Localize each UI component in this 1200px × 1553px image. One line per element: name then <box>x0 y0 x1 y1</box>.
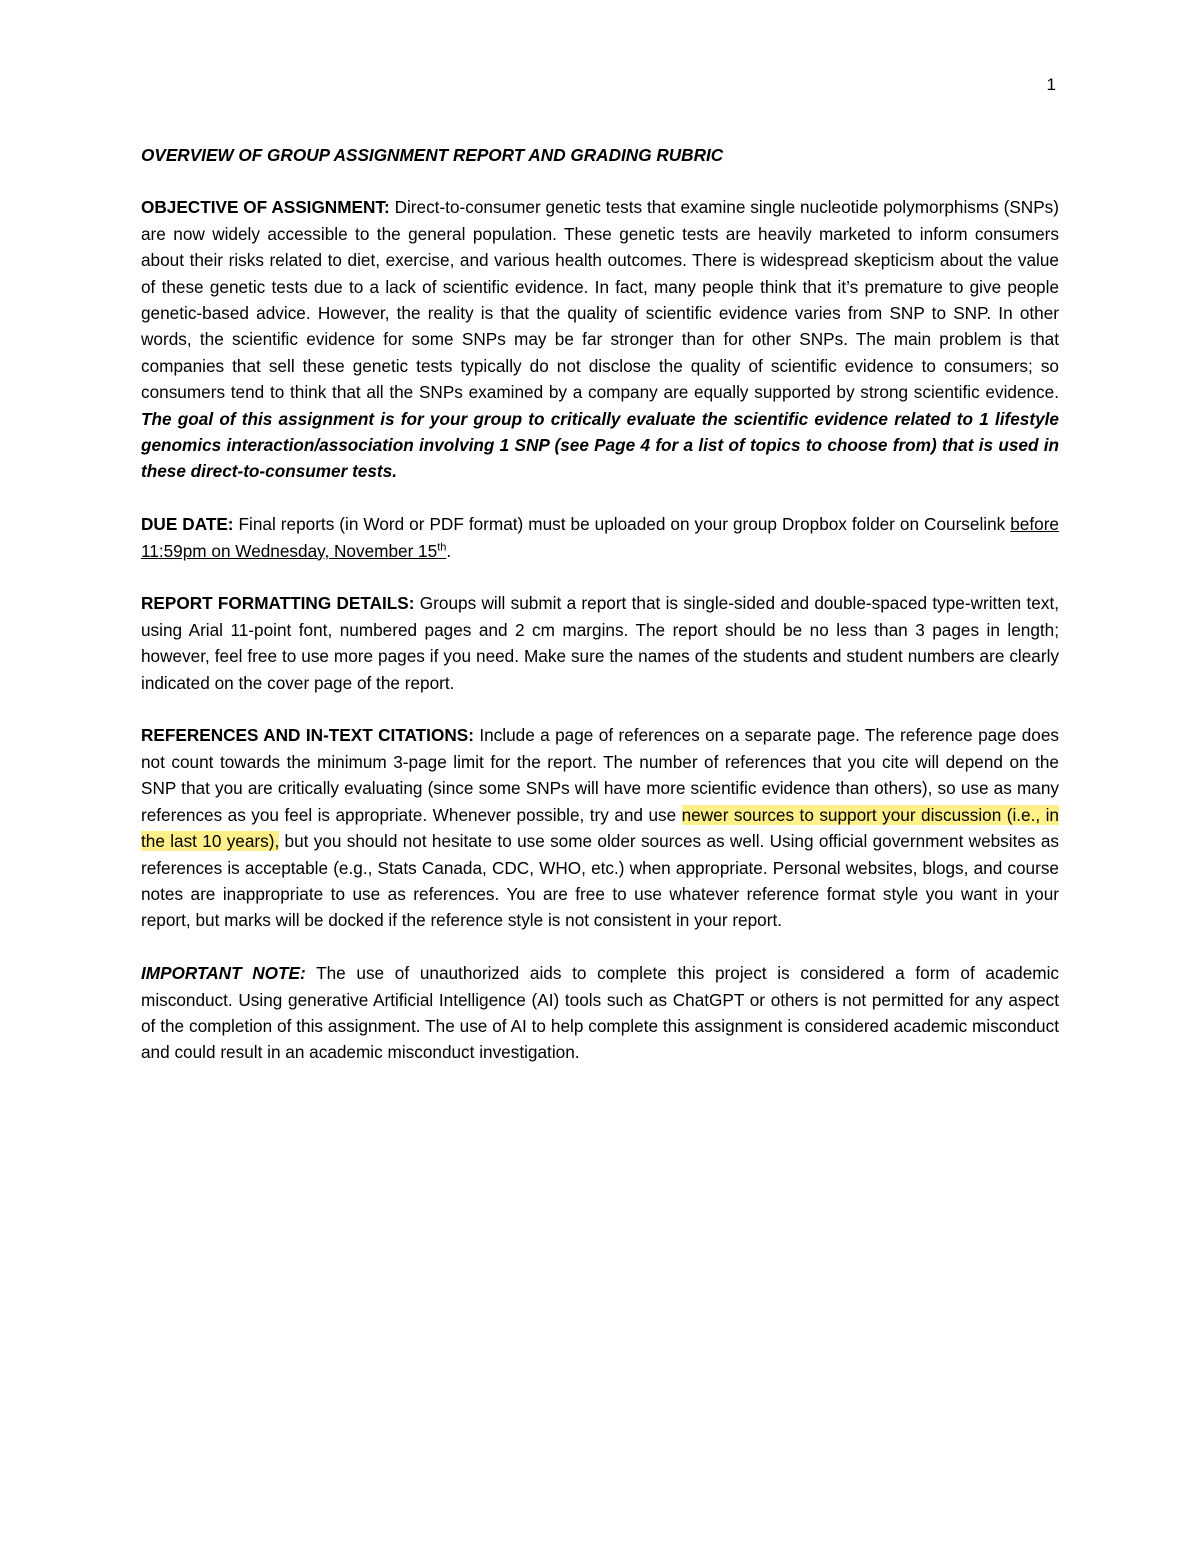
page-number: 1 <box>1046 75 1056 94</box>
due-date-paragraph <box>141 511 1059 564</box>
due-date-superscript: th <box>437 540 447 553</box>
document-content <box>141 142 1059 1092</box>
due-date-deadline-text: before 11:59pm on Wednesday, November 15 <box>141 514 1059 561</box>
references-highlight: newer sources to support your discussion (i.e., in the last 10 years), <box>141 804 1059 852</box>
references-text-before: Include a page of references on a separate page. The reference page does not count towards the minimum 3-page limit for the report. The number of references that you cite will depend on the SNP that you are critically evaluating (since some SNPs will have more scientific evidence than others), so use as many references as you feel is appropriate. Whenever possible, try and use <box>141 725 1059 825</box>
formatting-label: REPORT FORMATTING DETAILS: <box>141 593 415 614</box>
references-text-after: but you should not hesitate to use some older sources as well. Using official government websites as references is acceptable (e.g., Stats Canada, CDC, WHO, etc.) when appropriate. Personal websites, blogs, and course notes are inappropriate to use as references. You are free to use whatever reference format style you want in your report, but marks will be docked if the reference style is not consistent in your report. <box>141 831 1059 931</box>
formatting-paragraph <box>141 590 1059 696</box>
objective-paragraph <box>141 194 1059 484</box>
important-note-text: The use of unauthorized aids to complete this project is considered a form of academic misconduct. Using generative Artificial Intelligence (AI) tools such as ChatGPT or others is not permitted for any aspect of the completion of this assignment. The use of AI to help complete this assignment is considered academic misconduct and could result in an academic misconduct investigation. <box>141 963 1059 1063</box>
due-date-label: DUE DATE: <box>141 514 234 535</box>
due-date-text: Final reports (in Word or PDF format) must be uploaded on your group Dropbox folder on Courselink <box>233 514 1011 535</box>
references-label: REFERENCES AND IN-TEXT CITATIONS: <box>141 725 474 746</box>
formatting-text: Groups will submit a report that is single-sided and double-spaced type-written text, using Arial 11-point font, numbered pages and 2 cm margins. The report should be no less than 3 pages in length; however, feel free to use more pages if you need. Make sure the names of the students and student numbers are clearly indicated on the cover page of the report. <box>141 593 1059 693</box>
important-note-label: IMPORTANT NOTE: <box>141 963 306 984</box>
references-paragraph <box>141 722 1059 933</box>
document-title: OVERVIEW OF GROUP ASSIGNMENT REPORT AND GRADING RUBRIC <box>141 145 724 165</box>
objective-label: OBJECTIVE OF ASSIGNMENT: <box>141 197 390 218</box>
due-date-end: . <box>446 540 452 561</box>
objective-goal: The goal of this assignment is for your group to critically evaluate the scientific evidence related to 1 lifestyle genomics interaction/association involving 1 SNP (see Page 4 for a list of topics to choose from) that is used in these direct-to-consumer tests. <box>141 408 1059 482</box>
important-note-paragraph <box>141 960 1059 1066</box>
objective-text: Direct-to-consumer genetic tests that examine single nucleotide polymorphisms (SNPs) are now widely accessible to the general population. These genetic tests are heavily marketed to inform consumers about their risks related to diet, exercise, and various health outcomes. There is widespread skepticism about the value of these genetic tests due to a lack of scientific evidence. In fact, many people think that it’s premature to give people genetic-based advice. However, the reality is that the quality of scientific evidence varies from SNP to SNP. In other words, the scientific evidence for some SNPs may be far stronger than for other SNPs. The main problem is that companies that sell these genetic tests typically do not disclose the quality of scientific evidence to consumers; so consumers tend to think that all the SNPs examined by a company are equally supported by strong scientific evidence. <box>141 197 1059 403</box>
